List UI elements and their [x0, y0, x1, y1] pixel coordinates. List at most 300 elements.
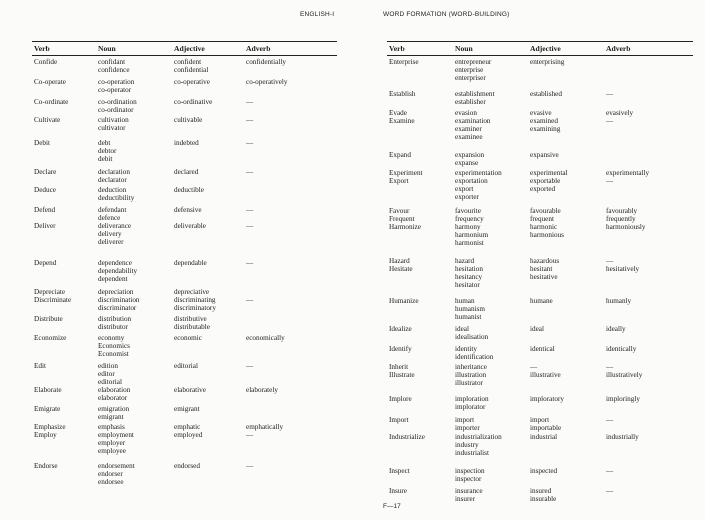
word: inspector: [455, 475, 482, 483]
word: ideal: [455, 325, 469, 333]
word: declared: [174, 168, 199, 176]
word: cultivator: [98, 124, 126, 132]
adverb-cell: [606, 325, 626, 333]
noun-cell: [98, 296, 140, 312]
verb-cell: Declare: [34, 168, 57, 176]
word: ideal: [530, 325, 544, 333]
noun-cell: [455, 223, 488, 247]
verb-cell: Frequent: [389, 215, 415, 223]
word: entrepreneur: [455, 58, 492, 66]
word: imploringly: [606, 395, 640, 403]
noun-cell: [455, 487, 483, 503]
adverb-cell: [606, 395, 640, 403]
verb-cell: Insure: [389, 487, 407, 495]
word: —: [606, 467, 614, 475]
adverb-cell: [246, 386, 278, 394]
word: humanly: [606, 297, 632, 305]
adverb-cell: [606, 109, 633, 117]
word: examination: [455, 117, 491, 125]
adjective-cell: [530, 297, 553, 305]
adjective-cell: [174, 116, 202, 124]
noun-cell: [98, 168, 130, 184]
verb-cell: Hesitate: [389, 265, 413, 273]
adverb-cell: [246, 259, 253, 267]
word: elaborator: [98, 394, 128, 402]
word: confidant: [98, 58, 126, 66]
noun-cell: [98, 362, 122, 386]
word: harmonious: [530, 231, 564, 239]
noun-cell: [455, 395, 489, 411]
noun-cell: [98, 288, 134, 296]
verb-cell: Identify: [389, 345, 412, 353]
noun-cell: [98, 405, 129, 421]
adjective-cell: [530, 487, 556, 503]
adjective-cell: [174, 168, 198, 176]
word: exportation: [455, 177, 488, 185]
header-bottom-rule: [387, 55, 693, 56]
word: industrial: [530, 433, 558, 441]
word: deductible: [174, 186, 204, 194]
verb-cell: Favour: [389, 207, 410, 215]
word: endorsed: [174, 462, 200, 470]
word: co-operation: [98, 78, 135, 86]
verb-cell: Inherit: [389, 363, 409, 371]
adverb-cell: [246, 296, 253, 304]
adjective-cell: [174, 334, 202, 342]
adjective-cell: [530, 151, 559, 159]
word: edition: [98, 362, 118, 370]
word: harmonist: [455, 239, 484, 247]
word: discrimination: [98, 296, 140, 304]
word: insured: [530, 487, 552, 495]
adverb-cell: [246, 334, 285, 342]
adverb-cell: [606, 257, 613, 265]
noun-cell: [455, 215, 484, 223]
word: emphatically: [246, 423, 284, 431]
word: declarator: [98, 176, 127, 184]
verb-cell: Economize: [34, 334, 67, 342]
word: expanse: [455, 159, 479, 167]
verb-cell: Confide: [34, 58, 58, 66]
word: —: [246, 362, 254, 370]
word: hesitation: [455, 265, 483, 273]
word: illustration: [455, 371, 487, 379]
column-header-noun: Noun: [455, 44, 473, 53]
word: deliverance: [98, 222, 132, 230]
adverb-cell: [246, 462, 253, 470]
verb-cell: Harmonize: [389, 223, 421, 231]
table-top-rule: [32, 41, 337, 42]
word: —: [246, 139, 254, 147]
adjective-cell: [174, 259, 207, 267]
word: illustrator: [455, 379, 483, 387]
noun-cell: [455, 109, 477, 117]
word: —: [246, 206, 254, 214]
noun-cell: [98, 78, 134, 94]
word: debit: [98, 155, 113, 163]
noun-cell: [98, 334, 130, 358]
word: depreciative: [174, 288, 210, 296]
word: discriminatory: [174, 304, 216, 312]
word: ideally: [606, 325, 626, 333]
word: established: [530, 90, 562, 98]
column-header-adverb: Adverb: [606, 44, 631, 53]
word: —: [246, 296, 254, 304]
word: illustrative: [530, 371, 561, 379]
noun-cell: [455, 416, 480, 432]
word: evasion: [455, 109, 477, 117]
word: harmony: [455, 223, 481, 231]
word: insurer: [455, 495, 475, 503]
word: idealisation: [455, 333, 489, 341]
adverb-cell: [606, 223, 646, 231]
word: employee: [98, 447, 126, 455]
word: debt: [98, 139, 111, 147]
verb-cell: Deliver: [34, 222, 56, 230]
adjective-cell: [530, 265, 558, 281]
word: emigrant: [174, 405, 200, 413]
verb-cell: Idealize: [389, 325, 412, 333]
word: enterpriser: [455, 74, 486, 82]
word: co-ordinative: [174, 98, 213, 106]
word: exportable: [530, 177, 561, 185]
word: indebted: [174, 139, 199, 147]
word: export: [455, 185, 474, 193]
verb-cell: Cultivate: [34, 116, 61, 124]
adverb-cell: [246, 78, 288, 86]
word: debtor: [98, 147, 117, 155]
word: confidentially: [246, 58, 286, 66]
word: —: [246, 98, 254, 106]
word: employment: [98, 431, 134, 439]
word: economy: [98, 334, 125, 342]
word: humane: [530, 297, 553, 305]
running-header-right: WORD FORMATION (WORD-BUILDING): [383, 11, 510, 18]
adverb-cell: [606, 363, 613, 371]
word: establisher: [455, 98, 486, 106]
column-header-adverb: Adverb: [246, 44, 271, 53]
word: harmonium: [455, 231, 489, 239]
adverb-cell: [246, 206, 253, 214]
word: harmoniously: [606, 223, 646, 231]
word: confidential: [174, 66, 209, 74]
adverb-cell: [606, 297, 631, 305]
verb-cell: Emphasize: [34, 423, 66, 431]
word: distributive: [174, 315, 207, 323]
word: hazard: [455, 257, 475, 265]
word: humanism: [455, 305, 485, 313]
verb-cell: Establish: [389, 90, 416, 98]
adjective-cell: [174, 78, 210, 86]
word: defendant: [98, 206, 127, 214]
word: economically: [246, 334, 285, 342]
word: —: [246, 168, 254, 176]
word: depreciation: [98, 288, 134, 296]
verb-cell: Defend: [34, 206, 56, 214]
word: industrially: [606, 433, 639, 441]
adjective-cell: [174, 206, 202, 214]
page-number: F—17: [383, 503, 401, 510]
noun-cell: [98, 431, 134, 455]
noun-cell: [98, 386, 130, 402]
word: distributable: [174, 323, 210, 331]
word: import: [455, 416, 475, 424]
word: editorial: [174, 362, 198, 370]
noun-cell: [98, 315, 131, 331]
noun-cell: [455, 363, 487, 371]
word: humanist: [455, 313, 482, 321]
word: co-operatively: [246, 78, 288, 86]
verb-cell: Co-ordinate: [34, 98, 69, 106]
noun-cell: [455, 345, 493, 361]
word: identically: [606, 345, 637, 353]
noun-cell: [98, 462, 135, 486]
noun-cell: [455, 90, 495, 106]
word: establishment: [455, 90, 495, 98]
adjective-cell: [530, 416, 561, 432]
word: —: [606, 416, 614, 424]
word: declaration: [98, 168, 130, 176]
noun-cell: [455, 467, 485, 483]
word: confident: [174, 58, 202, 66]
verb-cell: Evade: [389, 109, 407, 117]
word: favourably: [606, 207, 638, 215]
noun-cell: [455, 257, 474, 265]
noun-cell: [98, 206, 126, 222]
word: experimentally: [606, 169, 650, 177]
adjective-cell: [530, 169, 568, 177]
word: cultivation: [98, 116, 129, 124]
verb-cell: Enterprise: [389, 58, 419, 66]
noun-cell: [455, 325, 488, 341]
verb-cell: Debit: [34, 139, 50, 147]
noun-cell: [98, 58, 130, 74]
adjective-cell: [530, 207, 561, 215]
word: frequency: [455, 215, 484, 223]
word: hesitator: [455, 281, 480, 289]
noun-cell: [98, 259, 137, 283]
word: editor: [98, 370, 115, 378]
word: identical: [530, 345, 555, 353]
adjective-cell: [530, 90, 562, 98]
adverb-cell: [606, 177, 613, 185]
column-header-noun: Noun: [98, 44, 116, 53]
noun-cell: [98, 186, 134, 202]
word: enterprising: [530, 58, 565, 66]
word: human: [455, 297, 475, 305]
verb-cell: Export: [389, 177, 409, 185]
word: confidence: [98, 66, 130, 74]
word: —: [246, 222, 254, 230]
verb-cell: Distribute: [34, 315, 63, 323]
adjective-cell: [530, 257, 559, 265]
word: hazardous: [530, 257, 560, 265]
noun-cell: [455, 297, 485, 321]
word: frequent: [530, 215, 554, 223]
adjective-cell: [530, 58, 564, 66]
word: economic: [174, 334, 202, 342]
adverb-cell: [246, 423, 283, 431]
word: —: [606, 177, 614, 185]
adjective-cell: [174, 462, 200, 470]
word: emigration: [98, 405, 130, 413]
word: deductibility: [98, 194, 135, 202]
verb-cell: Discriminate: [34, 296, 72, 304]
noun-cell: [455, 117, 491, 141]
word: deduction: [98, 186, 127, 194]
noun-cell: [455, 177, 488, 201]
word: —: [246, 462, 254, 470]
word: Economics: [98, 342, 130, 350]
word: illustratively: [606, 371, 643, 379]
adverb-cell: [606, 215, 636, 223]
word: elaboration: [98, 386, 131, 394]
word: identification: [455, 353, 494, 361]
word: —: [246, 259, 254, 267]
word: deliverer: [98, 238, 124, 246]
word: examinee: [455, 133, 483, 141]
column-header-verb: Verb: [34, 44, 50, 53]
word: co-operative: [174, 78, 210, 86]
adverb-cell: [246, 168, 253, 176]
adjective-cell: [174, 288, 209, 296]
adverb-cell: [246, 222, 253, 230]
adjective-cell: [174, 315, 210, 331]
word: defence: [98, 214, 121, 222]
adjective-cell: [530, 433, 557, 441]
word-table-left: [32, 41, 337, 511]
verb-cell: Employ: [34, 431, 57, 439]
word: delivery: [98, 230, 122, 238]
adjective-cell: [530, 109, 552, 117]
noun-cell: [98, 98, 137, 114]
word: exporter: [455, 193, 479, 201]
word: —: [606, 363, 614, 371]
word: evasively: [606, 109, 634, 117]
word: —: [606, 257, 614, 265]
table-top-rule: [387, 41, 693, 42]
adjective-cell: [174, 98, 212, 106]
word: insurable: [530, 495, 557, 503]
word: —: [606, 90, 614, 98]
noun-cell: [98, 222, 131, 246]
noun-cell: [455, 58, 491, 82]
verb-cell: Edit: [34, 362, 46, 370]
word: employer: [98, 439, 126, 447]
word: —: [606, 117, 614, 125]
verb-cell: Emigrate: [34, 405, 61, 413]
adverb-cell: [246, 116, 253, 124]
word: implorator: [455, 403, 486, 411]
column-header-adjective: Adjective: [174, 44, 205, 53]
noun-cell: [455, 433, 502, 457]
word: elaborately: [246, 386, 278, 394]
adverb-cell: [606, 265, 639, 273]
word: importable: [530, 424, 562, 432]
word: industrialization: [455, 433, 502, 441]
word: inspected: [530, 467, 558, 475]
verb-cell: Examine: [389, 117, 415, 125]
word: examiner: [455, 125, 482, 133]
word: industry: [455, 441, 479, 449]
noun-cell: [455, 169, 502, 177]
word: dependence: [98, 259, 132, 267]
adjective-cell: [530, 371, 561, 379]
word: import: [530, 416, 550, 424]
noun-cell: [98, 423, 125, 431]
word: favourite: [455, 207, 481, 215]
adjective-cell: [530, 395, 564, 403]
adjective-cell: [174, 423, 200, 431]
column-header-adjective: Adjective: [530, 44, 561, 53]
word: deliverable: [174, 222, 206, 230]
running-header-left: ENGLISH-I: [300, 11, 335, 18]
word: industrialist: [455, 449, 489, 457]
verb-cell: Depend: [34, 259, 57, 267]
verb-cell: Endorse: [34, 462, 58, 470]
verb-cell: Experiment: [389, 169, 423, 177]
word: —: [246, 431, 254, 439]
word: discriminating: [174, 296, 216, 304]
adjective-cell: [530, 177, 560, 193]
word: harmonic: [530, 223, 558, 231]
verb-cell: Hazard: [389, 257, 410, 265]
adverb-cell: [606, 371, 642, 379]
word: endorsement: [98, 462, 135, 470]
adverb-cell: [246, 362, 253, 370]
word: —: [606, 487, 614, 495]
noun-cell: [98, 116, 129, 132]
adjective-cell: [530, 325, 544, 333]
adverb-cell: [606, 117, 613, 125]
noun-cell: [455, 151, 484, 167]
verb-cell: Deduce: [34, 186, 56, 194]
word: inspection: [455, 467, 485, 475]
adverb-cell: [606, 433, 639, 441]
word: insurance: [455, 487, 483, 495]
word: cultivable: [174, 116, 203, 124]
word: discriminator: [98, 304, 137, 312]
word: emphatic: [174, 423, 201, 431]
noun-cell: [455, 207, 481, 215]
adverb-cell: [246, 139, 253, 147]
word: co-ordinator: [98, 106, 134, 114]
word: dependent: [98, 275, 128, 283]
verb-cell: Illustrate: [389, 371, 415, 379]
word: hesitative: [530, 273, 558, 281]
word: imploratory: [530, 395, 564, 403]
word: dependable: [174, 259, 207, 267]
adverb-cell: [606, 90, 613, 98]
word: imploration: [455, 395, 489, 403]
adverb-cell: [246, 58, 286, 66]
word: identity: [455, 345, 477, 353]
word: —: [246, 116, 254, 124]
adjective-cell: [174, 222, 206, 230]
verb-cell: Expand: [389, 151, 411, 159]
word: elaborative: [174, 386, 206, 394]
word: inheritance: [455, 363, 487, 371]
verb-cell: Depreciate: [34, 288, 66, 296]
word: enterprise: [455, 66, 484, 74]
word: hesitant: [530, 265, 553, 273]
adjective-cell: [530, 467, 557, 475]
verb-cell: Inspect: [389, 467, 410, 475]
word: emphasis: [98, 423, 125, 431]
word: Economist: [98, 350, 129, 358]
adverb-cell: [606, 487, 613, 495]
word: co-ordination: [98, 98, 137, 106]
